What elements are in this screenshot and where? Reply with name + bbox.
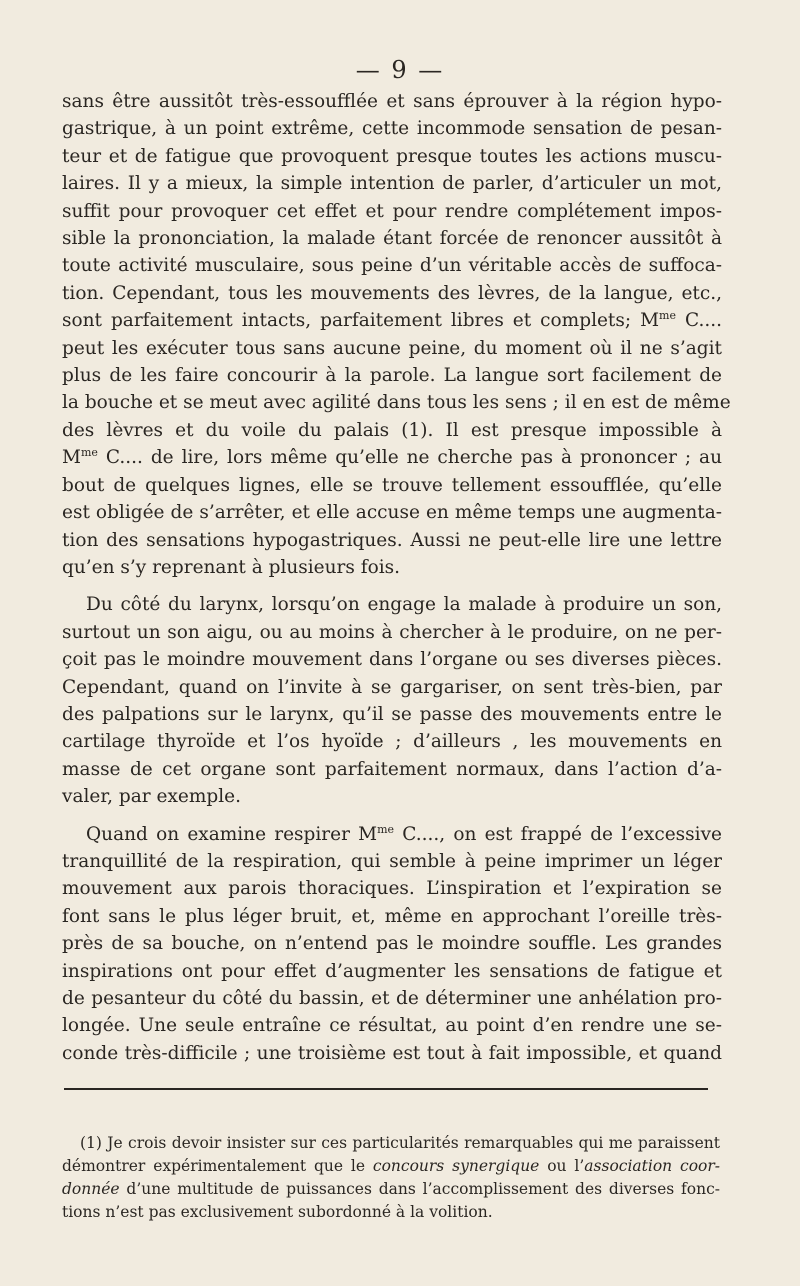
text-line: sans être aussitôt très-essoufflée et sans éprouver à la région hypo- [62,91,722,112]
text-line: laires. Il y a mieux, la simple intention de parler, d’articuler un mot, [62,173,722,195]
text-line: près de sa bouche, on n’entend pas le moindre souffle. Les grandes [62,933,722,955]
footnote-line: démontrer expérimentalement que le concours synergique ou l’association coor- [62,1157,721,1175]
text-line: sont parfaitement intacts, parfaitement libres et complets; $M^{me}$ C.... [62,309,722,332]
text-line: bout de quelques lignes, elle se trouve tellement essoufflée, qu’elle [62,474,722,496]
text-line: surtout un son aigu, ou au moins à chercher à le produire, on ne per- [62,621,722,643]
text-line: teur et de fatigue que provoquent presque toutes les actions muscu- [62,145,722,167]
text-line: tranquillité de la respiration, qui semble à peine imprimer un léger [62,850,722,872]
paragraph-1 [62,88,731,581]
text-line: masse de cet organe sont parfaitement normaux, dans l’action d’a- [62,758,722,780]
text-line: font sans le plus léger bruit, et, même en approchant l’oreille très- [62,905,722,927]
superscript: me [659,309,676,323]
text-line: qu’en s’y reprenant à plusieurs fois. [62,556,401,578]
text-line: est obligée de s’arrêter, et elle accuse en même temps une augmenta- [62,502,722,524]
text-line: sible la prononciation, la malade étant forcée de renoncer aussitôt à [62,228,722,250]
paragraph-2 [62,591,722,810]
main-text [62,88,731,1067]
text-line: tion des sensations hypogastriques. Aussi ne peut-elle lire une lettre [62,529,722,551]
paragraph-3 [62,821,722,1068]
text-line: toute activité musculaire, sous peine d’un véritable accès de suffoca- [62,255,722,277]
text-line: peut les exécuter tous sans aucune peine, du moment où il ne s’agit [62,337,722,359]
footnote-line: donnée d’une multitude de puissances dans l’accomplissement des diverses fonc- [62,1180,720,1198]
text-line: Cependant, quand on l’invite à se gargariser, on sent très-bien, par [62,676,722,698]
text-line: Du côté du larynx, lorsqu’on engage la malade à produire un son, [86,594,722,616]
text-line: valer, par exemple. [62,786,241,808]
text-line: des lèvres et du voile du palais (1). Il est presque impossible à [62,419,722,441]
text-line: çoit pas le moindre mouvement dans l’organe ou ses diverses pièces. [62,649,722,671]
footnote [62,1132,720,1224]
superscript: me [377,822,395,836]
text-line: suffit pour provoquer cet effet et pour rendre complétement impos- [62,200,722,222]
text-line: conde très-difficile ; une troisième est tout à fait impossible, et quand [62,1042,722,1064]
page-number: — 9 — [355,56,445,84]
text-line: inspirations ont pour effet d’augmenter les sensations de fatigue et [62,960,722,982]
text-line: gastrique, à un point extrême, cette incommode sensation de pesan- [62,118,722,140]
footnote-line: tions n’est pas exclusivement subordonné à la volition. [62,1203,493,1221]
text-line: cartilage thyroïde et l’os hyoïde ; d’ailleurs , les mouvements en [62,731,722,753]
text-line: tion. Cependant, tous les mouvements des lèvres, de la langue, etc., [62,282,722,304]
text-line: plus de les faire concourir à la parole. La langue sort facilement de [62,365,722,387]
text-line: $M^{me}$ C.... de lire, lors même qu’elle ne cherche pas à prononcer ; au [62,446,722,469]
text-line: des palpations sur le larynx, qu’il se passe des mouvements entre le [62,703,722,725]
text-line: longée. Une seule entraîne ce résultat, au point d’en rendre une se- [62,1015,722,1037]
text-line: mouvement aux parois thoraciques. L’inspiration et l’expiration se [62,878,722,900]
text-line: Quand on examine respirer $M^{me}$ C...., on est frappé de l’excessive [86,822,722,845]
footnote-line: (1) Je crois devoir insister sur ces particularités remarquables qui me paraissent [80,1134,720,1152]
text-line: de pesanteur du côté du bassin, et de déterminer une anhélation pro- [62,988,722,1009]
superscript: me [80,446,98,460]
text-line: la bouche et se meut avec agilité dans tous les sens ; il en est de même [62,392,731,414]
footnote-divider [64,1088,708,1090]
